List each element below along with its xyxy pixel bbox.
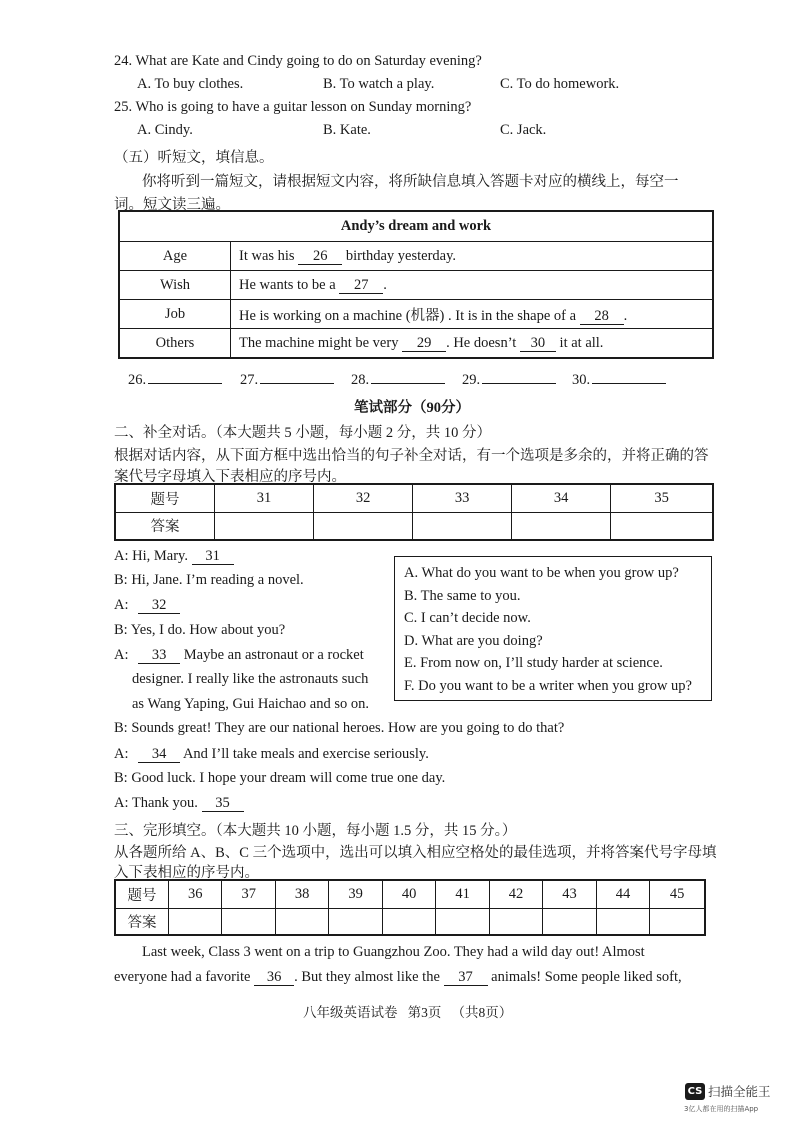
blank-36: 36 <box>254 970 294 986</box>
camscanner-tagline: 3亿人都在用的扫描App <box>684 1105 759 1113</box>
q25-option-c: C. Jack. <box>500 122 547 138</box>
option-e: E. From now on, I’ll study harder at science. <box>404 655 663 672</box>
blank-30: 30 <box>520 336 556 352</box>
option-c: C. I can’t decide now. <box>404 610 531 627</box>
answer-cell-36[interactable] <box>169 908 222 935</box>
answer-cell-37[interactable] <box>222 908 275 935</box>
blank-32: 32 <box>138 598 180 614</box>
table-number-31: 31 <box>215 484 314 512</box>
blank-29: 29 <box>402 336 446 352</box>
section2-heading: 二、补全对话。（本大题共 5 小题，每小题 2 分，共 10 分） <box>114 425 491 441</box>
blank-26: 26 <box>298 249 342 265</box>
answer-blank-27[interactable]: 27. <box>240 372 334 389</box>
answer-cell-40[interactable] <box>382 908 435 935</box>
dialogue-line-9: A: 34 And I’ll take meals and exercise seriously. <box>114 746 429 762</box>
table-number-36: 36 <box>169 880 222 908</box>
table-number-35: 35 <box>611 484 713 512</box>
answer-cell-39[interactable] <box>329 908 382 935</box>
option-b: B. The same to you. <box>404 587 521 604</box>
dialogue-line-5: A: 33 Maybe an astronaut or a rocket <box>114 647 364 663</box>
blank-37: 37 <box>444 970 488 986</box>
answer-cell-31[interactable] <box>215 512 314 540</box>
row-label-age: Age <box>119 242 231 271</box>
dialogue-line-2: B: Hi, Jane. I’m reading a novel. <box>114 572 304 588</box>
row-content-wish: He wants to be a 27 . <box>231 271 714 300</box>
answer-blank-30[interactable]: 30. <box>572 372 666 389</box>
table-number-37: 37 <box>222 880 275 908</box>
blank-33: 33 <box>138 648 180 664</box>
row-label-wish: Wish <box>119 271 231 300</box>
q25-option-a: A. Cindy. <box>137 122 193 138</box>
answer-blank-29[interactable]: 29. <box>462 372 556 389</box>
table-number-42: 42 <box>489 880 542 908</box>
answer-cell-42[interactable] <box>489 908 542 935</box>
table-number-43: 43 <box>543 880 596 908</box>
dialogue-line-1: A: Hi, Mary. 31 <box>114 548 234 565</box>
blank-35: 35 <box>202 796 244 812</box>
dialogue-line-8: B: Sounds great! They are our national heroes. How are you going to do that? <box>114 720 565 736</box>
row-label-job: Job <box>119 300 231 329</box>
answer-cell-34[interactable] <box>512 512 611 540</box>
answer-cell-38[interactable] <box>275 908 328 935</box>
answer-blank-28[interactable]: 28. <box>351 372 445 389</box>
q25-option-b: B. Kate. <box>323 122 371 138</box>
q24-option-b: B. To watch a play. <box>323 76 435 92</box>
andy-table-title: Andy’s dream and work <box>119 211 713 242</box>
table-number-44: 44 <box>596 880 649 908</box>
option-a: A. What do you want to be when you grow up? <box>404 565 679 581</box>
dialogue-line-4: B: Yes, I do. How about you? <box>114 622 286 638</box>
section3-heading: 三、完形填空。（本大题共 10 小题，每小题 1.5 分，共 15 分。） <box>114 823 517 839</box>
camscanner-logo <box>685 1082 771 1100</box>
camscanner-name: 扫描全能王 <box>708 1084 771 1099</box>
dialogue-options-box <box>394 556 712 701</box>
answer-cell-44[interactable] <box>596 908 649 935</box>
answer-cell-32[interactable] <box>314 512 413 540</box>
row-content-others: The machine might be very 29 . He doesn’t 30 it at all. <box>231 329 714 359</box>
table-number-41: 41 <box>436 880 489 908</box>
table-head-label: 题号 <box>115 484 215 512</box>
table-number-45: 45 <box>650 880 705 908</box>
option-f: F. Do you want to be a writer when you grow up? <box>404 677 692 694</box>
page-footer: 八年级英语试卷 第3页 （共8页） <box>303 1005 513 1020</box>
question-24: 24. What are Kate and Cindy going to do on Saturday evening? <box>114 53 482 69</box>
andy-info-table <box>118 210 714 359</box>
section2-answer-table <box>114 483 714 541</box>
camscanner-icon: CS <box>685 1083 705 1100</box>
table-number-40: 40 <box>382 880 435 908</box>
option-d: D. What are you doing? <box>404 632 543 649</box>
section3-instruction-2: 入下表相应的序号内。 <box>114 865 259 881</box>
question-25: 25. Who is going to have a guitar lesson on Sunday morning? <box>114 99 472 115</box>
row-label-others: Others <box>119 329 231 359</box>
dialogue-line-3: A: 32 <box>114 597 180 614</box>
blank-34: 34 <box>138 747 180 763</box>
dialogue-line-10: B: Good luck. I hope your dream will come true one day. <box>114 770 446 786</box>
dialogue-line-6: designer. I really like the astronauts such <box>132 671 369 687</box>
passage-line-1: Last week, Class 3 went on a trip to Guangzhou Zoo. They had a wild day out! Almost <box>142 944 645 960</box>
table-number-38: 38 <box>275 880 328 908</box>
passage-line-2: everyone had a favorite 36 . But they almost like the 37 animals! Some people liked soft, <box>114 969 682 985</box>
row-content-job: He is working on a machine (机器) . It is in the shape of a 28 . <box>231 300 714 329</box>
section3-instruction-1: 从各题所给 A、B、C 三个选项中，选出可以填入相应空格处的最佳选项，并将答案代号字母填 <box>114 845 717 861</box>
section5-instruction-1: 你将听到一篇短文，请根据短文内容，将所缺信息填入答题卡对应的横线上，每空一 <box>142 174 679 190</box>
blank-27: 27 <box>339 278 383 294</box>
q24-option-a: A. To buy clothes. <box>137 76 244 92</box>
table-answer-label: 答案 <box>115 908 169 935</box>
answer-cell-35[interactable] <box>611 512 713 540</box>
section3-answer-table <box>114 879 706 936</box>
answer-cell-41[interactable] <box>436 908 489 935</box>
answer-cell-33[interactable] <box>413 512 512 540</box>
answer-cell-45[interactable] <box>650 908 705 935</box>
dialogue-line-7: as Wang Yaping, Gui Haichao and so on. <box>132 696 369 712</box>
dialogue-line-11: A: Thank you. 35 <box>114 795 244 812</box>
q24-option-c: C. To do homework. <box>500 76 620 92</box>
section5-heading: （五）听短文，填信息。 <box>114 150 274 166</box>
answer-blank-26[interactable]: 26. <box>128 372 222 389</box>
table-head-label: 题号 <box>115 880 169 908</box>
row-content-age: It was his 26 birthday yesterday. <box>231 242 714 271</box>
written-section-header: 笔试部分（90分） <box>354 400 470 416</box>
table-number-33: 33 <box>413 484 512 512</box>
section5-instruction-2: 词。短文读三遍。 <box>114 197 230 213</box>
table-number-39: 39 <box>329 880 382 908</box>
table-number-32: 32 <box>314 484 413 512</box>
table-answer-label: 答案 <box>115 512 215 540</box>
section2-instruction-2: 案代号字母填入下表相应的序号内。 <box>114 469 346 485</box>
blank-28: 28 <box>580 309 624 325</box>
section2-instruction-1: 根据对话内容，从下面方框中选出恰当的句子补全对话，有一个选项是多余的，并将正确的答 <box>114 448 709 464</box>
table-number-34: 34 <box>512 484 611 512</box>
blank-31: 31 <box>192 549 234 565</box>
answer-cell-43[interactable] <box>543 908 596 935</box>
